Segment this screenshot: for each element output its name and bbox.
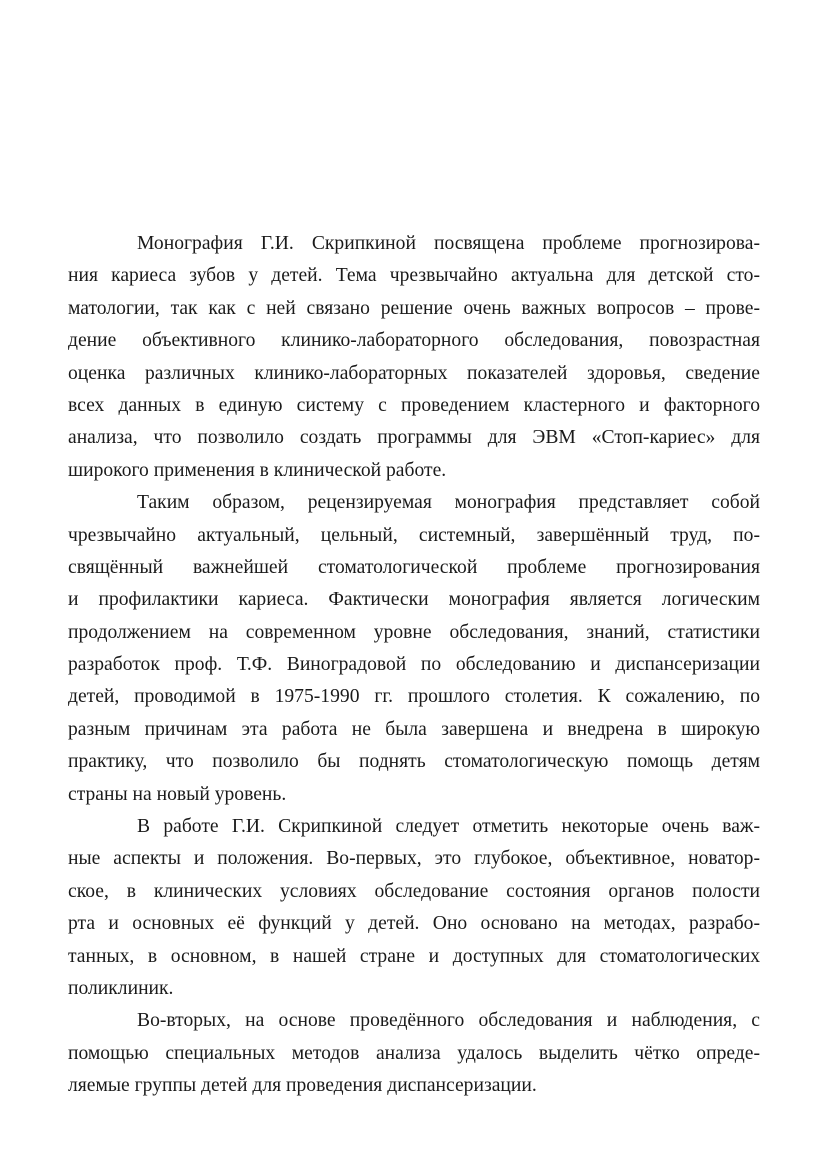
- text-line: продолжением на современном уровне обследования, знаний, статистики: [68, 621, 760, 643]
- text-line: ния кариеса зубов у детей. Тема чрезвычайно актуальна для детской сто-: [68, 265, 760, 287]
- text-line: страны на новый уровень.: [68, 783, 287, 805]
- paragraph: [68, 228, 760, 487]
- paragraph: [68, 487, 760, 811]
- text-line: и профилактики кариеса. Фактически монография является логическим: [68, 589, 760, 611]
- text-line: свящённый важнейшей стоматологической проблеме прогнозирования: [68, 556, 760, 578]
- text-line: анализа, что позволило создать программы для ЭВМ «Стоп-кариес» для: [68, 427, 760, 449]
- text-line: ные аспекты и положения. Во-первых, это глубокое, объективное, новатор-: [68, 848, 760, 870]
- text-line: матологии, так как с ней связано решение очень важных вопросов – прове-: [68, 297, 760, 319]
- text-line: рта и основных её функций у детей. Оно основано на методах, разрабо-: [68, 913, 760, 935]
- text-line: В работе Г.И. Скрипкиной следует отметить некоторые очень важ-: [137, 816, 760, 838]
- text-line: оценка различных клинико-лабораторных показателей здоровья, сведение: [68, 362, 760, 384]
- text-line: помощью специальных методов анализа удалось выделить чётко опреде-: [68, 1042, 760, 1064]
- text-line: разработок проф. Т.Ф. Виноградовой по обследованию и диспансеризации: [68, 654, 760, 676]
- text-line: Таким образом, рецензируемая монография представляет собой: [137, 492, 760, 514]
- text-line: разным причинам эта работа не была завершена и внедрена в широкую: [68, 718, 760, 740]
- text-line: дение объективного клинико-лабораторного обследования, повозрастная: [68, 330, 760, 352]
- text-line: ляемые группы детей для проведения диспансеризации.: [68, 1075, 537, 1097]
- body-text: [68, 228, 760, 1103]
- text-line: детей, проводимой в 1975-1990 гг. прошлого столетия. К сожалению, по: [68, 686, 760, 708]
- text-line: всех данных в единую систему с проведением кластерного и факторного: [68, 394, 760, 416]
- text-line: танных, в основном, в нашей стране и доступных для стоматологических: [68, 945, 760, 967]
- paragraph: [68, 1005, 760, 1102]
- paragraph: [68, 811, 760, 1005]
- text-line: Во-вторых, на основе проведённого обследования и наблюдения, с: [137, 1010, 760, 1032]
- text-line: поликлиник.: [68, 977, 174, 999]
- text-line: чрезвычайно актуальный, цельный, системный, завершённый труд, по-: [68, 524, 760, 546]
- text-line: ское, в клинических условиях обследование состояния органов полости: [68, 880, 760, 902]
- text-line: широкого применения в клинической работе.: [68, 459, 447, 481]
- text-line: Монография Г.И. Скрипкиной посвящена проблеме прогнозирова-: [137, 233, 760, 254]
- text-line: практику, что позволило бы поднять стоматологическую помощь детям: [68, 751, 760, 773]
